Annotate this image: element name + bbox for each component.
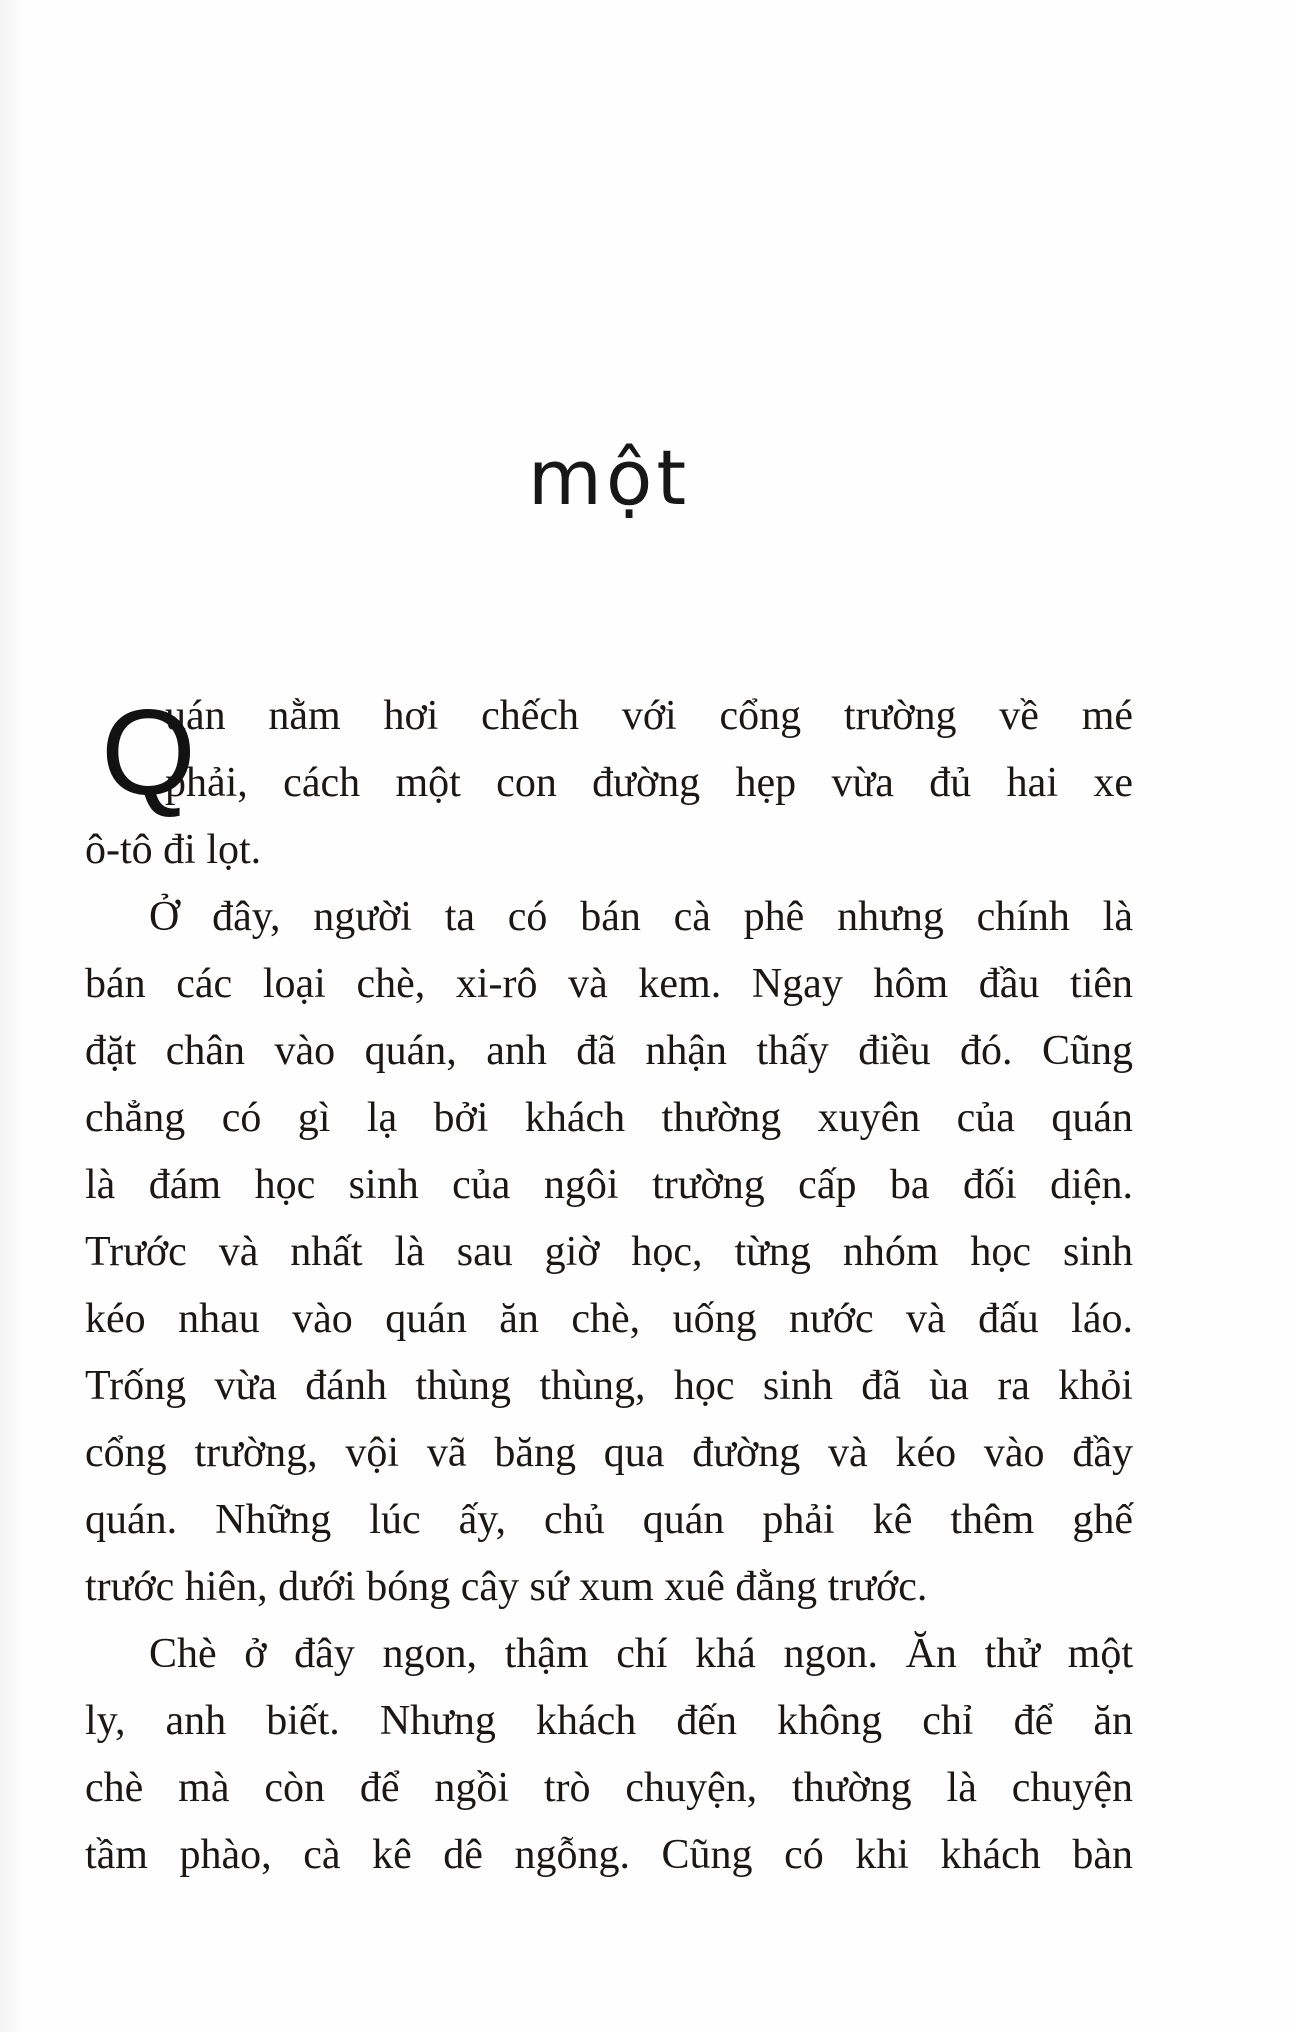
body-text-line: ly, anh biết. Nhưng khách đến không chỉ để ăn [85, 1698, 1133, 1744]
body-text-line: Ở đây, người ta có bán cà phê nhưng chính là [149, 894, 1133, 940]
paragraph [85, 683, 1133, 884]
paragraph [85, 1621, 1133, 1889]
chapter-heading: một [527, 433, 691, 522]
body-text-line: cổng trường, vội vã băng qua đường và kéo vào đầy [85, 1430, 1133, 1476]
body-text-line: ô-tô đi lọt. [85, 827, 262, 873]
body-text-line: trước hiên, dưới bóng cây sứ xum xuê đằng trước. [85, 1564, 928, 1610]
body-text-line: Trước và nhất là sau giờ học, từng nhóm học sinh [85, 1229, 1133, 1275]
body-text-line: Trống vừa đánh thùng thùng, học sinh đã ùa ra khỏi [85, 1363, 1133, 1409]
body-text-line: chè mà còn để ngồi trò chuyện, thường là chuyện [85, 1765, 1133, 1811]
body-text-line: quán. Những lúc ấy, chủ quán phải kê thêm ghế [85, 1497, 1133, 1543]
body-text-line: kéo nhau vào quán ăn chè, uống nước và đấu láo. [85, 1296, 1133, 1342]
drop-cap-letter: Q [101, 684, 196, 820]
paragraph [85, 884, 1133, 1621]
body-text-line: Chè ở đây ngon, thậm chí khá ngon. Ăn thử một [149, 1631, 1133, 1677]
text-column [85, 683, 1133, 1889]
body-text-line: bán các loại chè, xi-rô và kem. Ngay hôm đầu tiên [85, 961, 1133, 1007]
page-edge-shadow [0, 0, 22, 2032]
body-text-line: đặt chân vào quán, anh đã nhận thấy điều đó. Cũng [85, 1028, 1133, 1074]
body-text-line: tầm phào, cà kê dê ngỗng. Cũng có khi khách bàn [85, 1832, 1133, 1878]
body-text-line: chẳng có gì lạ bởi khách thường xuyên của quán [85, 1095, 1133, 1141]
body-text-line: là đám học sinh của ngôi trường cấp ba đối diện. [85, 1162, 1133, 1208]
body-text-line: uán nằm hơi chếch với cổng trường về mé [165, 693, 1133, 739]
body-text-line: phải, cách một con đường hẹp vừa đủ hai xe [165, 760, 1133, 806]
